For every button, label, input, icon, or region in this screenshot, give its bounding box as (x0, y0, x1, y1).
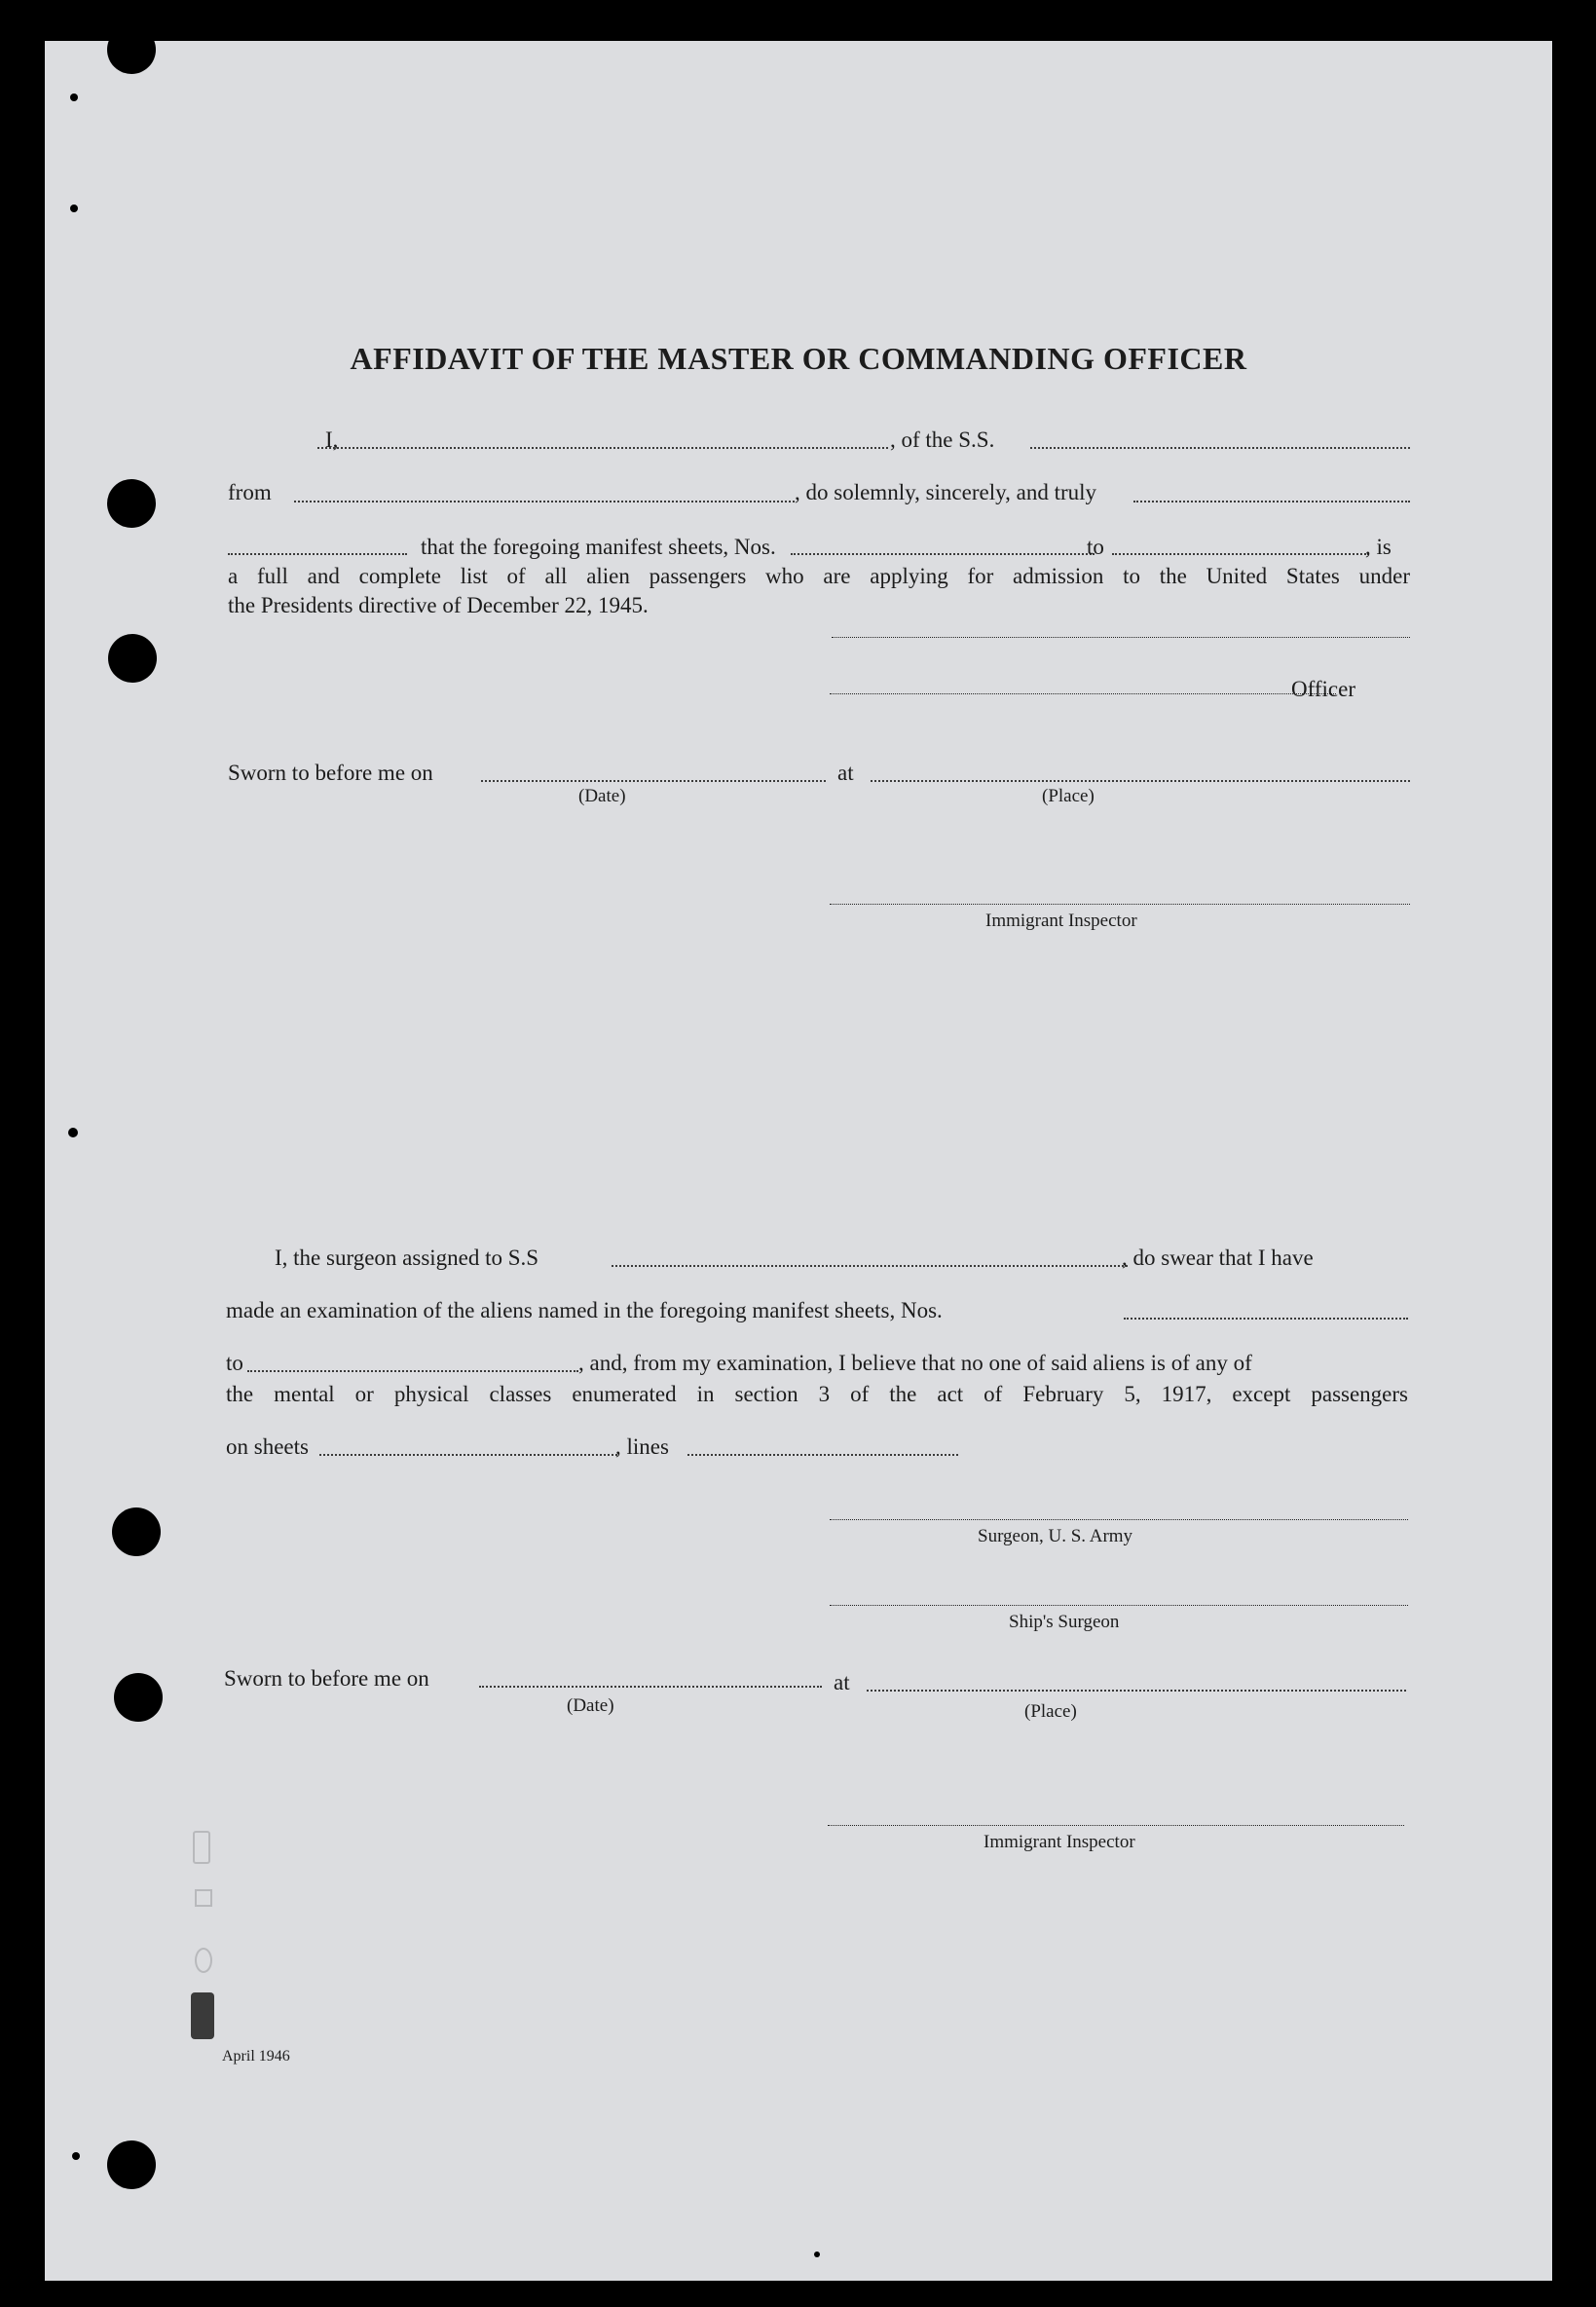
surgeon-to-label: to (226, 1351, 243, 1375)
surgeon-place-caption: (Place) (1024, 1701, 1077, 1722)
master-oath-field[interactable] (1133, 501, 1410, 502)
surgeon-sworn-label: Sworn to before me on (224, 1666, 429, 1691)
surgeon-line-4: the mental or physical classes enumerated in section 3 of the act of February 5, 1917, except passengers (226, 1382, 1408, 1406)
master-line-4: a full and complete list of all alien passengers who are applying for admission to the United States under (228, 564, 1410, 588)
master-oath-continued-field[interactable] (228, 553, 407, 555)
master-at-label: at (837, 761, 854, 785)
surgeon-at-label: at (834, 1670, 850, 1694)
surgeon-inspector-signature-line[interactable] (828, 1825, 1404, 1826)
edge-speck (70, 93, 78, 101)
punch-hole (107, 2140, 156, 2189)
form-date: April 1946 (222, 2048, 290, 2065)
officer-signature-line[interactable] (830, 693, 1336, 694)
surgeon-sheet-to-field[interactable] (247, 1370, 578, 1372)
surgeon-line-2: made an examination of the aliens named in the foregoing manifest sheets, Nos. (226, 1298, 943, 1322)
master-date-caption: (Date) (578, 786, 626, 806)
master-of-ss-label: , of the S.S. (890, 428, 995, 452)
edge-speck (70, 205, 78, 212)
surgeon-sworn-date-field[interactable] (479, 1686, 822, 1688)
ships-surgeon-signature-line[interactable] (830, 1605, 1408, 1606)
punch-hole (112, 1507, 161, 1556)
master-inspector-label: Immigrant Inspector (985, 911, 1137, 931)
surgeon-line-1b: , do swear that I have (1122, 1246, 1314, 1270)
surgeon-sheet-from-field[interactable] (1124, 1318, 1408, 1320)
surgeon-inspector-label: Immigrant Inspector (984, 1832, 1135, 1852)
master-solemnly-label: , do solemnly, sincerely, and truly (795, 480, 1097, 504)
edge-speck (68, 1128, 78, 1137)
document-title: AFFIDAVIT OF THE MASTER OR COMMANDING OFFICER (350, 341, 1247, 376)
master-manifest-label: that the foregoing manifest sheets, Nos. (421, 535, 776, 559)
officer-label: Officer (1291, 677, 1355, 701)
punch-hole (107, 25, 156, 74)
army-surgeon-label: Surgeon, U. S. Army (978, 1526, 1133, 1546)
stamp-mark (189, 1831, 216, 2065)
surgeon-sworn-place-field[interactable] (867, 1690, 1406, 1692)
surgeon-ship-field[interactable] (612, 1265, 1128, 1267)
master-signature-line[interactable] (832, 637, 1410, 638)
punch-hole (114, 1673, 163, 1722)
master-name-field[interactable] (317, 447, 888, 449)
edge-speck (72, 2152, 80, 2160)
surgeon-line-1a: I, the surgeon assigned to S.S (275, 1246, 539, 1270)
master-place-caption: (Place) (1042, 786, 1095, 806)
master-to-label: to (1087, 535, 1104, 559)
surgeon-date-caption: (Date) (567, 1695, 614, 1716)
master-is-label: , is (1365, 535, 1392, 559)
master-ship-field[interactable] (1030, 447, 1410, 449)
punch-hole (108, 634, 157, 683)
surgeon-lines-label: , lines (615, 1434, 669, 1459)
master-sheet-from-field[interactable] (791, 553, 1095, 555)
punch-hole (107, 479, 156, 528)
master-sheet-to-field[interactable] (1112, 553, 1369, 555)
surgeon-line-3b: , and, from my examination, I believe that no one of said aliens is of any of (578, 1351, 1252, 1375)
surgeon-sheets-field[interactable] (319, 1454, 617, 1456)
surgeon-on-sheets-label: on sheets (226, 1434, 309, 1459)
master-sworn-label: Sworn to before me on (228, 761, 433, 785)
document-page (45, 41, 1552, 2281)
surgeon-lines-field[interactable] (687, 1454, 958, 1456)
master-inspector-signature-line[interactable] (830, 904, 1410, 905)
master-from-label: from (228, 480, 272, 504)
edge-speck (814, 2251, 820, 2257)
master-from-field[interactable] (294, 501, 795, 502)
ships-surgeon-label: Ship's Surgeon (1009, 1612, 1120, 1632)
army-surgeon-signature-line[interactable] (830, 1519, 1408, 1520)
master-line-5: the Presidents directive of December 22, 1945. (228, 593, 649, 617)
master-sworn-date-field[interactable] (481, 780, 826, 782)
master-i-label: I, (325, 428, 339, 452)
master-sworn-place-field[interactable] (871, 780, 1410, 782)
